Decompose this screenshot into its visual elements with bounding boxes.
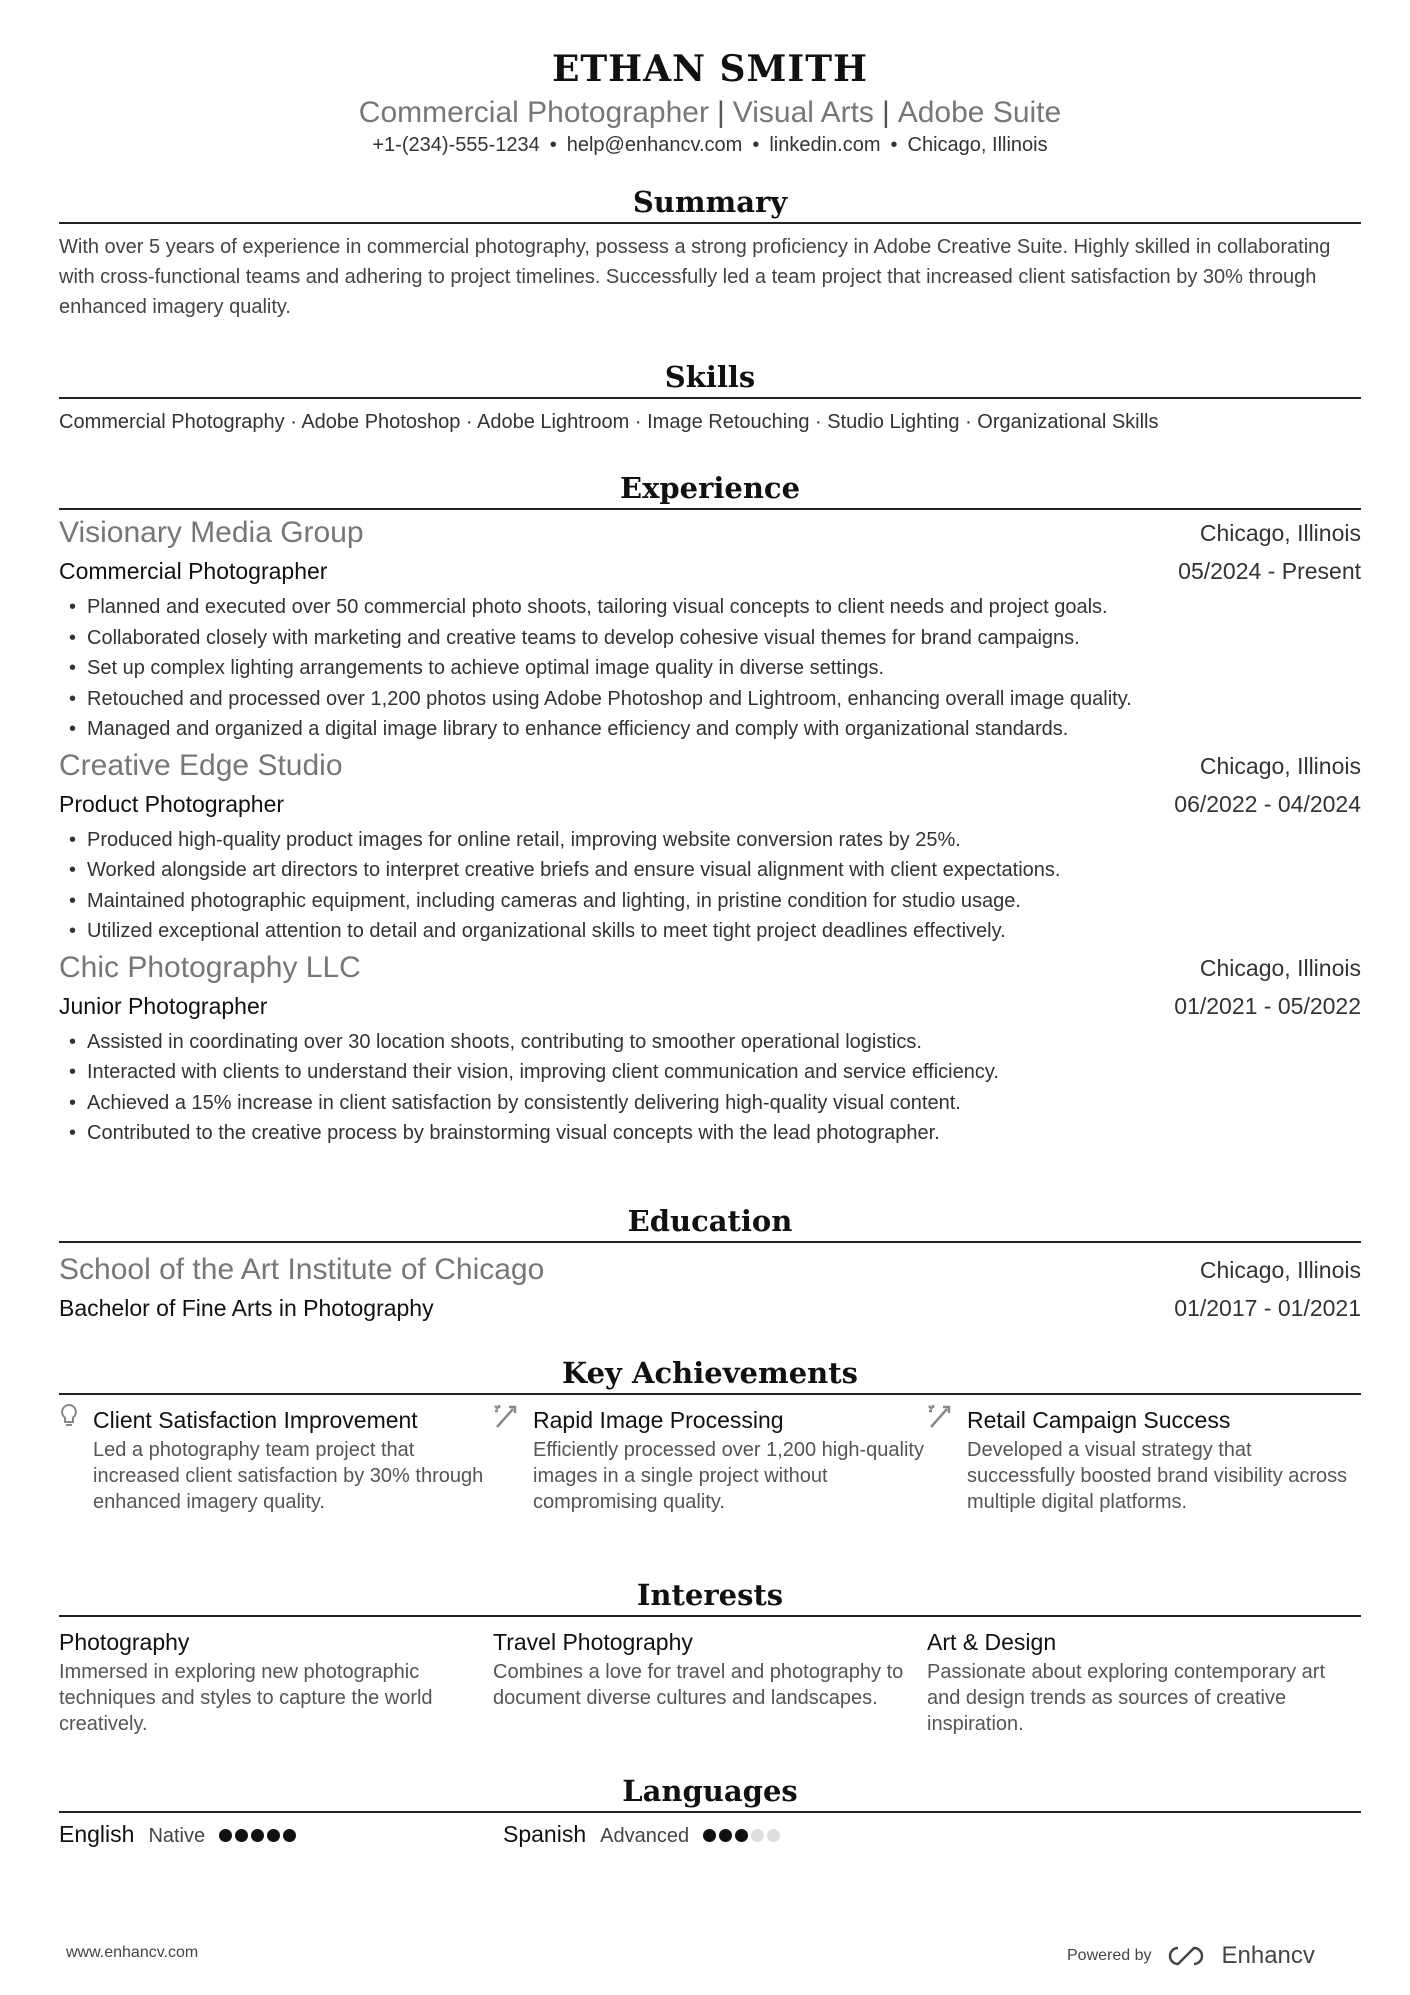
rating-dot	[767, 1829, 780, 1842]
rating-dot	[703, 1829, 716, 1842]
language-level: Advanced	[600, 1825, 690, 1847]
section-heading: Languages	[59, 1769, 1361, 1813]
section-heading: Interests	[59, 1573, 1361, 1617]
interest-item	[59, 1625, 493, 1737]
bullet-item: • Set up complex lighting arrangements to achieve optimal image quality in diverse settings.	[59, 653, 1361, 684]
language-rating	[219, 1829, 299, 1847]
interest-title: Travel Photography	[493, 1629, 693, 1655]
section-heading: Summary	[59, 180, 1361, 224]
headline-item: Commercial Photographer	[358, 96, 709, 129]
interest-title: Photography	[59, 1629, 190, 1655]
bullet-item: • Collaborated closely with marketing and creative teams to develop cohesive visual themes for brand campaigns.	[59, 623, 1361, 654]
language-item	[59, 1821, 503, 1848]
interest-description: Combines a love for travel and photography to document diverse cultures and landscapes.	[493, 1661, 904, 1709]
interests-section	[59, 1573, 1361, 1737]
job-title: Product Photographer	[59, 790, 285, 817]
bullet-item: • Utilized exceptional attention to detail and organizational skills to meet tight project deadlines effectively.	[59, 916, 1361, 947]
bullet-item: • Assisted in coordinating over 30 location shoots, contributing to smoother operational logistics.	[59, 1027, 1361, 1058]
experience-entry	[59, 747, 1361, 947]
email-link[interactable]: help@enhancv.com	[566, 134, 743, 156]
rating-dot	[235, 1829, 248, 1842]
job-title: Junior Photographer	[59, 992, 268, 1019]
lightbulb-icon	[59, 1403, 79, 1515]
footer-branding	[1067, 1942, 1315, 1970]
bullet-item: • Produced high-quality product images for online retail, improving website conversion rates by 25%.	[59, 825, 1361, 856]
job-location: Chicago, Illinois	[1199, 752, 1361, 779]
linkedin-link[interactable]: linkedin.com	[769, 134, 881, 156]
candidate-name: ETHAN SMITH	[551, 48, 869, 90]
job-title: Commercial Photographer	[59, 558, 328, 584]
language-rating	[703, 1829, 783, 1847]
experience-section	[59, 466, 1361, 1149]
degree: Bachelor of Fine Arts in Photography	[59, 1295, 434, 1321]
contact-info: +1-(234)-555-1234 • help@enhancv.com • linkedin.com • Chicago, Illinois	[372, 134, 1048, 156]
achievement-title: Retail Campaign Success	[967, 1407, 1231, 1433]
interest-description: Passionate about exploring contemporary art and design trends as sources of creative inspiration.	[927, 1661, 1326, 1735]
interest-description: Immersed in exploring new photographic techniques and styles to capture the world creatively.	[59, 1661, 433, 1735]
achievement-description: Developed a visual strategy that successfully boosted brand visibility across multiple digital platforms.	[967, 1439, 1348, 1513]
rating-dot	[219, 1829, 232, 1842]
bullet-item: • Managed and organized a digital image library to enhance efficiency and comply with organizational standards.	[59, 714, 1361, 745]
headline: Commercial Photographer | Visual Arts | Adobe Suite	[358, 96, 1062, 129]
job-dates: 05/2024 - Present	[1178, 558, 1361, 584]
education-location: Chicago, Illinois	[1199, 1257, 1361, 1283]
rating-dot	[283, 1829, 296, 1842]
job-dates: 06/2022 - 04/2024	[1174, 790, 1361, 817]
achievement-item	[927, 1403, 1361, 1515]
interest-item	[493, 1625, 927, 1737]
section-heading: Education	[59, 1199, 1361, 1243]
interest-title: Art & Design	[927, 1629, 1057, 1655]
school-name: School of the Art Institute of Chicago	[59, 1253, 545, 1286]
magic-wand-icon	[927, 1403, 953, 1515]
footer-site[interactable]: www.enhancv.com	[66, 1944, 199, 1961]
section-heading: Key Achievements	[59, 1351, 1361, 1395]
bullet-item: • Achieved a 15% increase in client satisfaction by consistently delivering high-quality visual content.	[59, 1088, 1361, 1119]
location: Chicago, Illinois	[907, 134, 1048, 156]
interest-item	[927, 1625, 1361, 1737]
experience-entry	[59, 949, 1361, 1149]
skills-list: Commercial Photography · Adobe Photoshop · Adobe Lightroom · Image Retouching · Studio Lighting · Organizational Skills	[59, 411, 1159, 433]
rating-dot	[719, 1829, 732, 1842]
enhancv-brand: Enhancv	[1221, 1942, 1315, 1969]
achievement-description: Led a photography team project that increased client satisfaction by 30% through enhanced imagery quality.	[93, 1439, 484, 1513]
bullet-item: • Worked alongside art directors to interpret creative briefs and ensure visual alignment with client expectations.	[59, 855, 1361, 886]
headline-item: Adobe Suite	[897, 96, 1062, 129]
company-name: Creative Edge Studio	[59, 748, 343, 782]
language-level: Native	[148, 1825, 206, 1847]
bullet-item: • Planned and executed over 50 commercial photo shoots, tailoring visual concepts to client needs and project goals.	[59, 592, 1361, 623]
education-section	[59, 1199, 1361, 1327]
language-name: English	[59, 1821, 135, 1847]
languages-section	[59, 1769, 1361, 1848]
language-name: Spanish	[503, 1821, 587, 1847]
bullet-item: • Contributed to the creative process by brainstorming visual concepts with the lead photographer.	[59, 1118, 1361, 1149]
headline-item: Visual Arts	[732, 96, 874, 129]
rating-dot	[735, 1829, 748, 1842]
summary-text: With over 5 years of experience in commercial photography, possess a strong proficiency in Adobe Creative Suite. Highly skilled in collaborating with cross-functional teams and adhering to project timelines. Successfully led a team project that increased client satisfaction by 30% through enhanced imagery quality.	[59, 236, 1331, 318]
section-heading: Skills	[59, 355, 1361, 399]
summary-section	[59, 180, 1361, 322]
achievements-section	[59, 1351, 1361, 1515]
rating-dot	[751, 1829, 764, 1842]
company-name: Visionary Media Group	[59, 516, 364, 549]
bullet-item: • Retouched and processed over 1,200 photos using Adobe Photoshop and Lightroom, enhancing overall image quality.	[59, 684, 1361, 715]
education-entry	[59, 1251, 1361, 1327]
rating-dot	[251, 1829, 264, 1842]
job-location: Chicago, Illinois	[1199, 954, 1361, 981]
section-heading: Experience	[59, 466, 1361, 510]
job-location: Chicago, Illinois	[1199, 520, 1361, 546]
language-item	[503, 1821, 947, 1848]
achievement-item	[59, 1403, 493, 1515]
rating-dot	[267, 1829, 280, 1842]
powered-by-label: Powered by	[1067, 1947, 1152, 1964]
bullet-item: • Interacted with clients to understand their vision, improving client communication and service efficiency.	[59, 1057, 1361, 1088]
education-dates: 01/2017 - 01/2021	[1174, 1295, 1361, 1321]
achievement-item	[493, 1403, 927, 1515]
skills-section	[59, 355, 1361, 437]
experience-entry	[59, 514, 1361, 745]
company-name: Chic Photography LLC	[59, 950, 361, 984]
achievement-title: Client Satisfaction Improvement	[93, 1407, 418, 1433]
achievement-title: Rapid Image Processing	[533, 1407, 784, 1433]
magic-wand-icon	[493, 1403, 519, 1515]
enhancv-logo-icon	[1164, 1944, 1210, 1968]
phone: +1-(234)-555-1234	[372, 134, 540, 156]
bullet-item: • Maintained photographic equipment, including cameras and lighting, in pristine condition for studio usage.	[59, 886, 1361, 917]
job-dates: 01/2021 - 05/2022	[1174, 992, 1361, 1019]
achievement-description: Efficiently processed over 1,200 high-quality images in a single project without compromising quality.	[533, 1439, 924, 1513]
